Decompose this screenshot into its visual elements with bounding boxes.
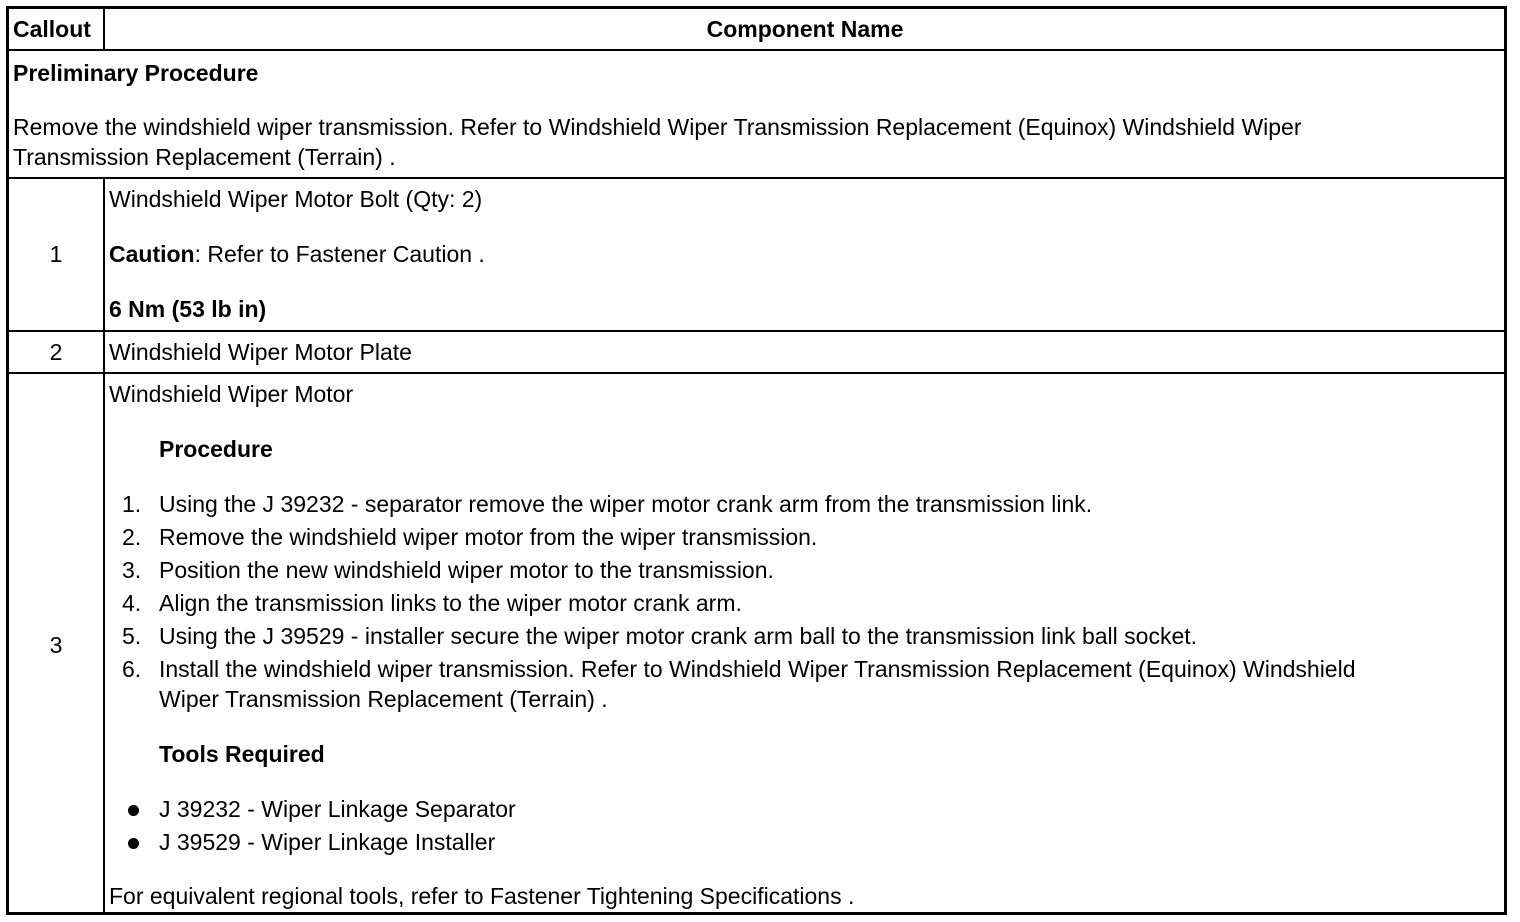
table-row	[9, 372, 1504, 915]
callout-number: 2	[49, 339, 63, 365]
tool-item: J 39232 - Wiper Linkage Separator	[159, 796, 516, 822]
step-text: Using the J 39232 - separator remove the wiper motor crank arm from the transmission link.	[159, 491, 1093, 517]
table-row	[9, 330, 1504, 372]
step-number: 5.	[122, 623, 142, 649]
step-text: Align the transmission links to the wiper motor crank arm.	[159, 590, 742, 616]
component-table	[6, 6, 1507, 915]
step-number: 4.	[122, 590, 142, 616]
component-name: Windshield Wiper Motor Bolt (Qty: 2)	[109, 186, 483, 212]
header-row	[9, 9, 1504, 49]
caution-text: : Refer to Fastener Caution .	[194, 241, 485, 267]
step-text: Remove the windshield wiper motor from the wiper transmission.	[159, 524, 818, 550]
preliminary-text-line1: Remove the windshield wiper transmission. Refer to Windshield Wiper Transmission Replacement (Equinox) Windshield Wiper	[13, 114, 1302, 140]
preliminary-title: Preliminary Procedure	[13, 60, 259, 86]
step-number: 6.	[122, 656, 142, 682]
bullet-icon	[128, 805, 139, 816]
callout-header: Callout	[13, 16, 91, 42]
regional-tools-note: For equivalent regional tools, refer to Fastener Tightening Specifications .	[109, 883, 855, 909]
bullet-icon	[128, 838, 139, 849]
component-name: Windshield Wiper Motor Plate	[109, 339, 412, 365]
preliminary-text-line2: Transmission Replacement (Terrain) .	[13, 144, 396, 170]
step-number: 1.	[122, 491, 142, 517]
torque-spec: 6 Nm (53 lb in)	[109, 296, 267, 322]
procedure-title: Procedure	[159, 436, 273, 462]
step-text: Position the new windshield wiper motor to the transmission.	[159, 557, 774, 583]
step-text: Using the J 39529 - installer secure the wiper motor crank arm ball to the transmission link ball socket.	[159, 623, 1198, 649]
tools-required-title: Tools Required	[159, 741, 325, 767]
caution-label: Caution	[109, 241, 195, 267]
step-text-continued: Wiper Transmission Replacement (Terrain) .	[159, 686, 608, 712]
table-row	[9, 177, 1504, 330]
callout-number: 3	[49, 632, 63, 658]
step-number: 2.	[122, 524, 142, 550]
component-name-header: Component Name	[706, 16, 904, 42]
step-text: Install the windshield wiper transmission. Refer to Windshield Wiper Transmission Replacement (Equinox) Windshield	[159, 656, 1356, 682]
preliminary-row	[9, 49, 1504, 177]
component-name: Windshield Wiper Motor	[109, 381, 354, 407]
callout-number: 1	[49, 241, 63, 267]
caution-note	[109, 240, 485, 268]
step-number: 3.	[122, 557, 142, 583]
tool-item: J 39529 - Wiper Linkage Installer	[159, 829, 496, 855]
